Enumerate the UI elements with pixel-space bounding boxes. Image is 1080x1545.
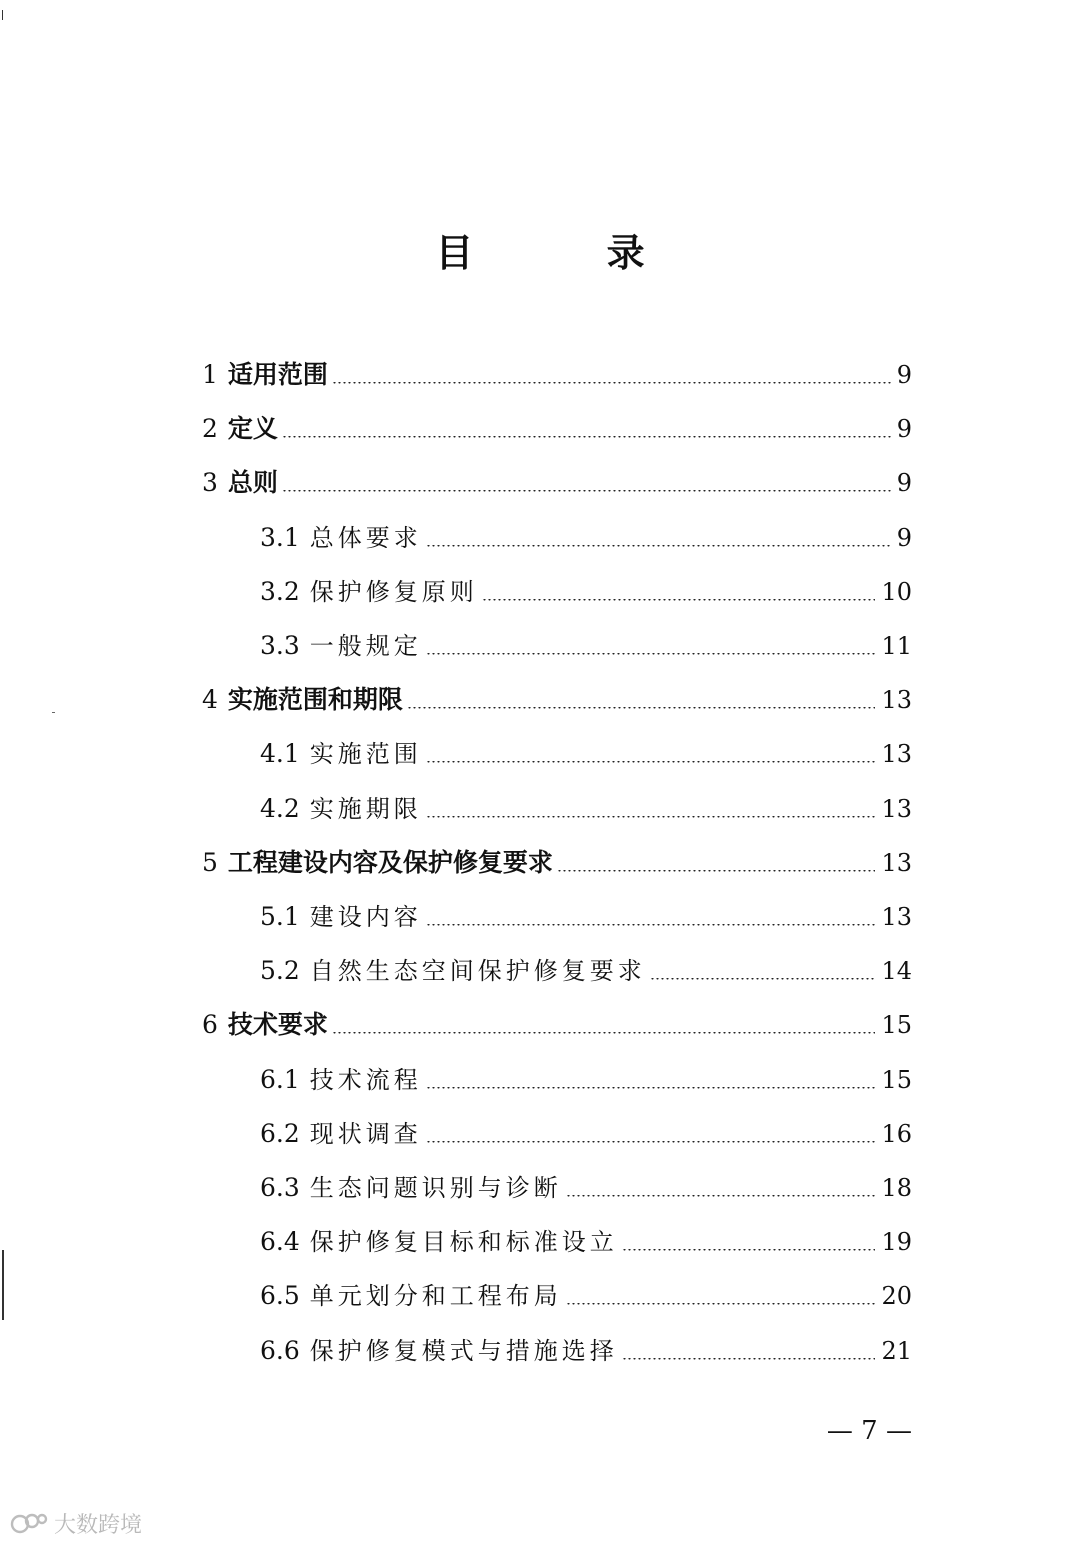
toc-entry-number: 4.1 <box>260 739 300 769</box>
toc-entry-page: 9 <box>896 415 912 444</box>
toc-entry-page: 15 <box>881 1065 912 1094</box>
toc-entry-page: 20 <box>881 1282 912 1311</box>
toc-entry-page: 19 <box>881 1228 912 1257</box>
toc-entry-page: 11 <box>881 632 912 660</box>
scan-mark-left-dot <box>52 712 55 713</box>
toc-dot-leader <box>566 1195 876 1197</box>
scan-mark-left-edge <box>2 1250 4 1320</box>
toc-entry-page: 9 <box>896 361 912 389</box>
toc-entry-number: 5.1 <box>260 902 300 931</box>
page-number: — 7 — <box>826 1416 912 1446</box>
toc-entry-title: 自然生态空间保护修复要求 <box>309 957 646 986</box>
toc-dot-leader <box>426 1087 876 1089</box>
toc-entry-title: 总则 <box>227 468 278 498</box>
toc-entry-title: 建设内容 <box>309 903 422 931</box>
toc-entry <box>260 1271 912 1311</box>
toc-entry-number: 6.2 <box>260 1118 300 1148</box>
toc-entry-title: 生态问题识别与诊断 <box>309 1174 562 1202</box>
watermark-logo-icon <box>10 1511 50 1537</box>
toc-entry <box>260 513 912 553</box>
toc-dot-leader <box>426 653 876 655</box>
toc-entry-page: 13 <box>881 794 912 823</box>
toc-entry-title: 保护修复目标和标准设立 <box>309 1228 618 1257</box>
toc-entry-title: 技术流程 <box>309 1065 422 1094</box>
toc-entry <box>202 675 912 715</box>
toc-entry <box>260 621 912 661</box>
toc-entry-page: 13 <box>881 903 912 931</box>
toc-dot-leader <box>426 924 876 926</box>
toc-entry <box>260 892 912 932</box>
toc-entry <box>202 838 912 878</box>
toc-dot-leader <box>282 490 891 492</box>
page-title: 目 录 <box>435 231 705 275</box>
toc-dot-leader <box>622 1358 876 1360</box>
toc-dot-leader <box>332 1032 876 1034</box>
toc-entry-number: 3.2 <box>260 576 300 606</box>
toc-entry <box>260 1055 912 1095</box>
toc-entry-number: 5.2 <box>260 956 300 986</box>
toc-dot-leader <box>482 599 876 601</box>
toc-entry-title: 单元划分和工程布局 <box>309 1282 562 1311</box>
toc-entry <box>260 784 912 824</box>
toc-dot-leader <box>332 382 891 384</box>
toc-dot-leader <box>407 707 876 709</box>
toc-entry-number: 2 <box>202 414 218 444</box>
toc-entry-page: 14 <box>881 957 912 986</box>
toc-entry <box>260 567 912 607</box>
toc-entry-number: 3.3 <box>260 631 300 660</box>
toc-dot-leader <box>557 870 876 872</box>
toc-dot-leader <box>282 436 891 438</box>
scan-mark-top-left <box>2 10 3 20</box>
toc-entry-page: 9 <box>896 469 912 498</box>
toc-entry-number: 6.4 <box>260 1227 300 1257</box>
toc-entry <box>202 404 912 444</box>
toc-dot-leader <box>426 816 876 818</box>
toc-entry-title: 适用范围 <box>227 360 328 389</box>
toc-entry-page: 13 <box>881 740 912 769</box>
toc-entry <box>260 729 912 769</box>
toc-entry-title: 保护修复模式与措施选择 <box>309 1336 618 1365</box>
toc-entry-title: 现状调查 <box>309 1119 422 1148</box>
toc-entry-number: 6 <box>202 1010 218 1040</box>
toc-entry-page: 21 <box>881 1336 912 1365</box>
toc-dot-leader <box>426 761 876 763</box>
toc-dot-leader <box>426 545 891 547</box>
toc-entry <box>260 1163 912 1203</box>
toc-entry-page: 13 <box>881 686 912 715</box>
toc-entry-page: 10 <box>881 577 912 606</box>
toc-entry-number: 3.1 <box>260 522 300 552</box>
toc-entry-number: 4 <box>202 685 218 715</box>
toc-entry-title: 一般规定 <box>309 632 422 660</box>
toc-entry <box>202 458 912 498</box>
toc-dot-leader <box>650 978 876 980</box>
toc-entry-page: 15 <box>881 1011 912 1040</box>
watermark-text: 大数跨境 <box>54 1513 143 1538</box>
toc-entry <box>260 1326 912 1366</box>
toc-entry-number: 3 <box>202 468 218 498</box>
toc-dot-leader <box>566 1303 876 1305</box>
toc-entry <box>260 1109 912 1149</box>
toc-entry-number: 6.5 <box>260 1281 300 1311</box>
toc-entry-number: 5 <box>202 847 218 877</box>
toc-dot-leader <box>426 1141 876 1143</box>
toc-entry-page: 9 <box>896 523 912 552</box>
toc-entry <box>202 350 912 390</box>
toc-entry-title: 实施范围和期限 <box>227 685 403 715</box>
toc-entry-title: 保护修复原则 <box>309 577 478 606</box>
toc-entry-title: 总体要求 <box>309 523 422 552</box>
toc-entry-number: 6.6 <box>260 1335 300 1365</box>
watermark <box>10 1508 142 1539</box>
toc-entry-page: 13 <box>881 848 912 877</box>
toc-entry-number: 6.3 <box>260 1173 300 1202</box>
toc-entry-number: 1 <box>202 360 218 389</box>
toc-entry-title: 工程建设内容及保护修复要求 <box>227 847 553 877</box>
toc-entry <box>260 1217 912 1257</box>
toc-entry-page: 18 <box>881 1174 912 1202</box>
toc-entry-title: 实施期限 <box>309 794 422 823</box>
toc-entry <box>202 1000 912 1040</box>
toc-dot-leader <box>622 1249 876 1251</box>
toc-entry-title: 定义 <box>227 414 278 444</box>
toc-entry-title: 技术要求 <box>227 1010 328 1040</box>
toc-entry <box>260 946 912 986</box>
toc-entry-number: 6.1 <box>260 1064 300 1094</box>
toc-entry-page: 16 <box>881 1119 912 1148</box>
toc-entry-number: 4.2 <box>260 793 300 823</box>
toc-entry-title: 实施范围 <box>309 740 422 769</box>
